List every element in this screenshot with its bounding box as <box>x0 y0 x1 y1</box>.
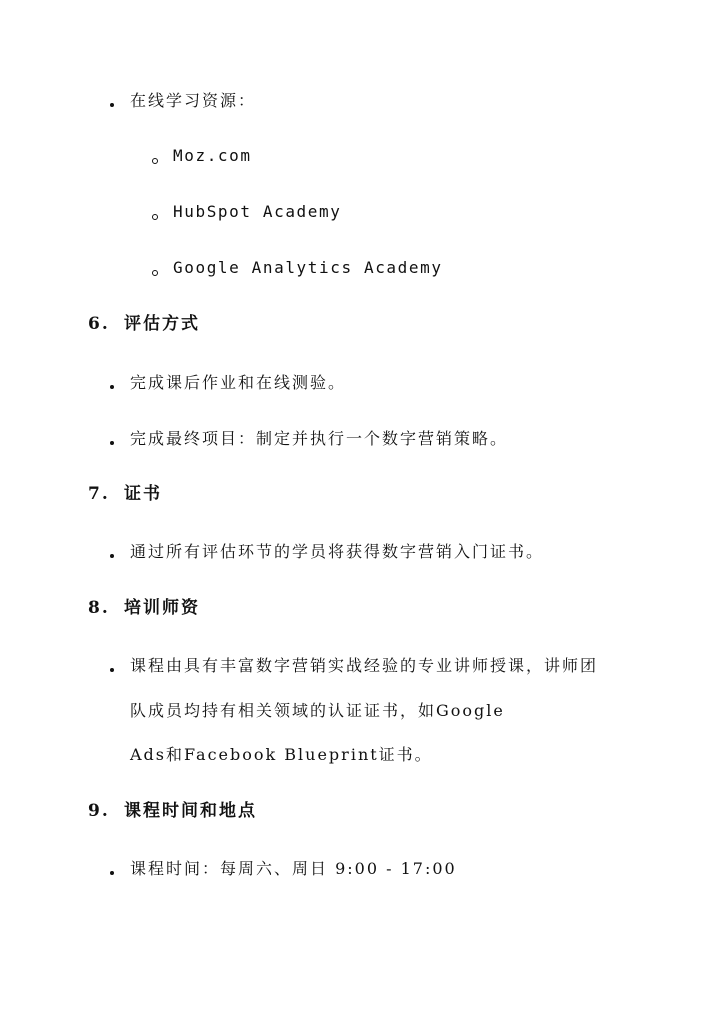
section-title: 课程时间和地点 <box>124 801 257 821</box>
bullet-ring <box>152 270 158 276</box>
section-7-bullet-1: 通过所有评估环节的学员将获得数字营销入门证书。 <box>130 542 545 561</box>
section-9-bullet-1: 课程时间：每周六、周日 9:00 - 17:00 <box>130 859 457 878</box>
section-6-bullet-1: 完成课后作业和在线测验。 <box>130 373 347 392</box>
section-8-bullet-line-1: 课程由具有丰富数字营销实战经验的专业讲师授课，讲师团 <box>130 656 599 675</box>
section-heading-9 <box>88 800 257 822</box>
bullet-dot <box>110 385 114 389</box>
section-8-bullet-line-2: 队成员均持有相关领域的认证证书，如Google <box>130 701 505 720</box>
section-heading-7 <box>88 483 162 505</box>
section-number: 9. <box>88 801 110 821</box>
bullet-dot <box>110 871 114 875</box>
section-heading-6 <box>88 313 200 335</box>
section-number: 8. <box>88 598 110 618</box>
section-6-bullet-2: 完成最终项目：制定并执行一个数字营销策略。 <box>130 429 509 448</box>
bullet-ring <box>152 158 158 164</box>
bullet-ring <box>152 214 158 220</box>
section-heading-8 <box>88 597 200 619</box>
resources-title: 在线学习资源： <box>130 91 257 110</box>
bullet-dot <box>110 441 114 445</box>
bullet-dot <box>110 554 114 558</box>
resource-item-moz: Moz.com <box>173 146 252 165</box>
section-number: 7. <box>88 484 110 504</box>
bullet-dot <box>110 103 114 107</box>
resource-item-hubspot: HubSpot Academy <box>173 202 342 221</box>
section-title: 培训师资 <box>124 598 200 618</box>
section-title: 证书 <box>124 484 162 504</box>
section-8-bullet-line-3: Ads和Facebook Blueprint证书。 <box>130 745 433 764</box>
resource-item-google-analytics: Google Analytics Academy <box>173 258 443 277</box>
section-number: 6. <box>88 314 110 334</box>
section-title: 评估方式 <box>124 314 200 334</box>
bullet-dot <box>110 668 114 672</box>
